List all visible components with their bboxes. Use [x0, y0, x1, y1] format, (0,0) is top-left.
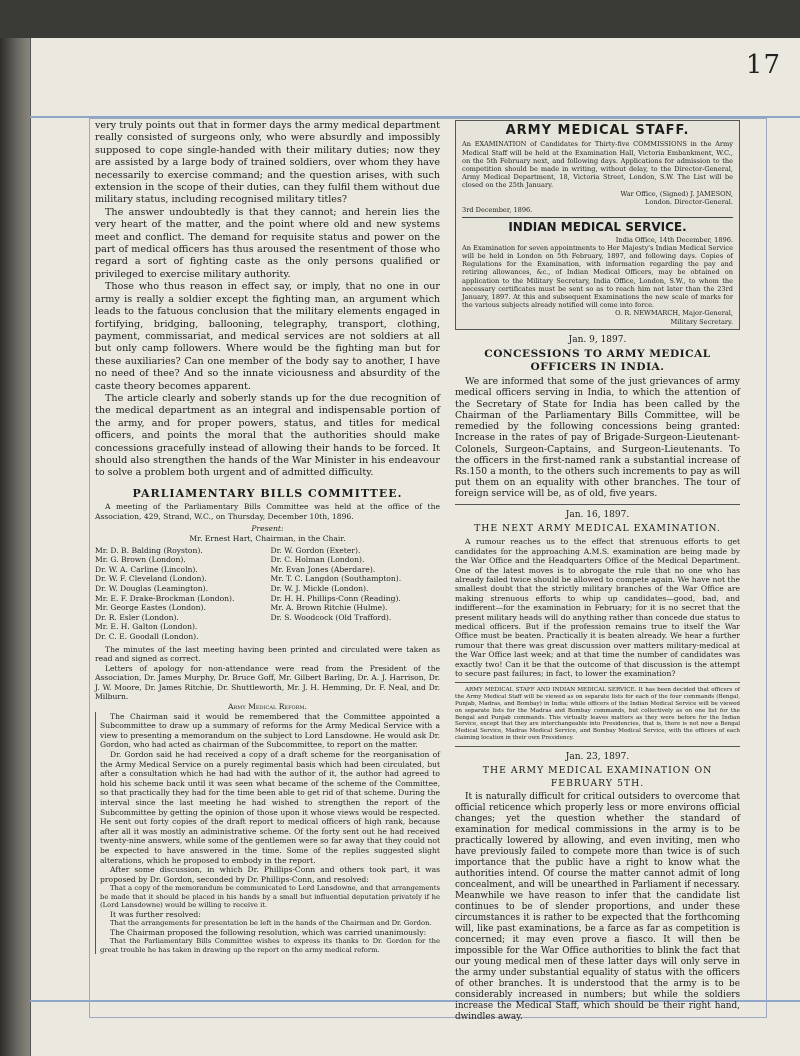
member: Mr. George Eastes (London).	[95, 603, 206, 613]
advert-signature: O. R. NEWMARCH, Major-General,	[615, 309, 733, 318]
advert-signature: Military Secretary.	[670, 317, 733, 326]
member: Mr. E. H. Galton (London).	[95, 622, 198, 632]
member: Mr. A. Brown Ritchie (Hulme).	[270, 603, 388, 613]
clipping-date: Jan. 16, 1897.	[565, 509, 630, 520]
members-list	[95, 546, 440, 642]
member	[271, 622, 441, 632]
bills-heading: PARLIAMENTARY BILLS COMMITTEE.	[132, 486, 403, 500]
book-spine	[0, 38, 30, 1056]
feb-exam-heading: THE ARMY MEDICAL EXAMINATION ON FEBRUARY 5TH.	[482, 765, 713, 789]
divider	[455, 504, 740, 505]
meeting-text: A meeting of the Parliamentary Bills Committee was held at the office of the Association, 429, Strand, W.C., on Thursday, December 10th, 1896.	[95, 502, 440, 521]
concessions-heading: CONCESSIONS TO ARMY MEDICAL OFFICERS IN INDIA.	[484, 348, 711, 374]
reform-paragraph: After some discussion, in which Dr. Phillips-Conn and others took part, it was proposed by Dr. Gordon, seconded by Dr. Phillips-Conn, and resolved:	[100, 865, 440, 884]
reform-paragraph: The Chairman said it would be remembered that the Committee appointed a Subcommittee to draw up a summary of reforms for the Army Medical Service with a view to presenting a memorandum on the subject to Lord Lansdowne. He would ask Dr. Gordon, who had acted as chairman of the Subcommittee, to report on the matter.	[100, 711, 440, 750]
staff-notice: ARMY MEDICAL STAFF AND INDIAN MEDICAL SERVICE. It has been decided that officers of the Army Medical Staff will be viewed as on separate lists for each of the four commands (Bengal, Punjab, Madras, and Bombay) in India; while officers of the Indian Medical Service will be viewed on separate lists for the Madras and Bombay commands, but collectively as on one list for the Bengal and Punjab commands. This virtually leaves matters as they were before for the Indian Service, except that they are interchangeable into Presidencies, that is, there is not now a Bengal Medical Service, Madras Medical Service, and Bombay Medical Service, with the officers of each claiming location in their own Presidency.	[455, 687, 740, 741]
resolution: That a copy of the memorandum be communicated to Lord Lansdowne, and that arrangements be made that it should be placed in his hands by a small but influential deputation privately if he (Lord Lansdowne) would be willing to receive it.	[100, 884, 440, 910]
divider	[455, 682, 740, 683]
member: Dr. W. Gordon (Exeter).	[270, 545, 361, 555]
page-number: 17	[745, 50, 781, 80]
advert-signature: War Office, (Signed) J. JAMESON,	[620, 189, 733, 198]
clipping-date: Jan. 23, 1897.	[565, 751, 630, 762]
member: Dr. H. H. Phillips-Conn (Reading).	[270, 593, 401, 603]
clipping-date: Jan. 9, 1897.	[568, 334, 627, 345]
member: Dr. C. E. Goodall (London).	[95, 631, 199, 641]
chairman-proposed: The Chairman proposed the following resolution, which was carried unanimously:	[110, 927, 427, 937]
feb-exam-text: It is naturally difficult for critical outsiders to overcome that official reticence which properly less or more environs official changes; yet the question whether the standard of examination for medical commissions in the army is to be practically lowered by allowing, and even inviting, men who have previously failed to compete more than twice is of such importance that the public have a right to know what the authorities intend. Of course the matter cannot admit of long concealment, and will be unearthed in Parliament if necessary. Meanwhile we have reason to infer that the candidate list continues to be of slender proportions, and under these circumstances it is rather to be expected that the forthcoming will, like past examinations, be a farce as far as competition is concerned; it may even prove a fiasco. It will then be impossible for the War Office authorities to blink the fact that our young medical men of these latter days will only serve in the army under substantial equality of status with the officers of other branches. It is understood that the army is to be considerably increased in numbers; but while the soldiers increase the Medical Staff, which should be their right hand, dwindles away.	[455, 792, 740, 1023]
advert-body: An EXAMINATION of Candidates for Thirty-five COMMISSIONS in the Army Medical Staff will be held at the Examination Hall, Victoria Embankment, W.C., on the 5th February next, and following days. Applications for admission to the competition should be made in writing, without delay, to the Director-General, Army Medical Department, 18, Victoria Street, London, S.W. The List will be closed on the 25th January.	[462, 140, 733, 190]
advert-date: 3rd December, 1896.	[462, 206, 533, 215]
member: Dr. R. Esler (London).	[95, 612, 179, 622]
member: Mr. Evan Jones (Aberdare).	[270, 564, 376, 574]
next-exam-heading: THE NEXT ARMY MEDICAL EXAMINATION.	[474, 522, 721, 534]
advert-office: India Office, 14th December, 1896.	[615, 235, 733, 244]
army-reform-heading: Army Medical Reform.	[228, 702, 307, 712]
member: Dr. W. Douglas (Leamington).	[95, 583, 208, 593]
intro-paragraph: The answer undoubtedly is that they cannot; and herein lies the very heart of the matter, and the point where old and new systems meet and conflict. The demand for requisite status and power on the part of medical officers has thus aroused the resentment of those who regard a sort of fighting caste as the only persons qualified or privileged to exercise military authority.	[95, 206, 440, 280]
intro-paragraph: Those who thus reason in effect say, or imply, that no one in our army is really a soldier except the fighting man, an argument which leads to the fatuous conclusion that the military elements engaged in fortifying, bridging, ballooning, telegraphy, transport, clothing, payment, commissariat, and medical services are not soldiers at all but only camp followers. Where would be the fighting man but for these auxiliaries? Can one member of the body say to another, I have no need of thee? And so the innate viciousness and absurdity of the caste theory becomes apparent.	[95, 281, 440, 392]
further-resolved: It was further resolved:	[110, 909, 201, 919]
intro-paragraph: The article clearly and soberly stands up for the due recognition of the medical department as an integral and indispensable portion of the army, and for proper powers, status, and titles for medical officers, and points the moral that the authorities should make concessions gracefully instead of allowing their hands to be forced. It should also strengthen the hands of the War Minister in his endeavour to solve a problem both urgent and of admitted difficulty.	[95, 392, 440, 479]
minutes-text: The minutes of the last meeting having been printed and circulated were taken as read and signed as correct.	[95, 644, 440, 664]
ruled-line	[30, 116, 800, 118]
member: Dr. W. A. Carline (Lincoln).	[95, 564, 198, 574]
reform-paragraph: Dr. Gordon said he had received a copy of a draft scheme for the reorganisation of the Army Medical Service on a purely regimental basis which had been circulated, but after a consultation which he had had with the author of it, the author had agreed to hold his scheme back until it was seen what became of the scheme of the Committee, so that practically they had for the time been able to get rid of that scheme. During the interval since the last meeting he had wished to strengthen the report of the Subcommittee by getting the opinion of those upon it whose views would be respected. He sent out forty copies of the draft report to medical officers of high rank, because after all it was mostly an administrative scheme. Of the forty sent out he had received twenty-nine answers, while some of the gentlemen were so far away that they could not be expected to have answered in the time. Some of the replies suggested slight alterations, which he proposed to embody in the report.	[100, 750, 440, 865]
intro-paragraph: very truly points out that in former days the army medical department really consisted of surgeons only, who were absurdly and impossibly supposed to cope single-handed with their military duties; now they are assisted by a large body of trained soldiers, over whom they have necessarily to exercise command; and the question arises, with such extension in the scope of their duties, can they fulfil them without due military status, including recognised military titles?	[95, 120, 440, 206]
advert-title: INDIAN MEDICAL SERVICE.	[462, 217, 733, 233]
member: Dr. S. Woodcock (Old Trafford).	[270, 612, 392, 622]
member: Mr. G. Brown (London).	[95, 555, 186, 565]
advert-title: ARMY MEDICAL STAFF.	[505, 123, 690, 138]
member	[271, 632, 441, 642]
present-label: Present:	[251, 524, 284, 534]
army-medical-staff-advert	[455, 120, 740, 330]
resolution: That the arrangements for presentation be left in the hands of the Chairman and Dr. Gordon.	[110, 919, 432, 928]
member: Dr. C. Holman (London).	[270, 555, 365, 565]
member: Dr. W. F. Cleveland (London).	[95, 574, 207, 584]
concessions-text: We are informed that some of the just grievances of army medical officers serving in India, to which the attention of the Secretary of State for India has been called by the Chairman of the Parliamentary Bills Committee, will be remedied by the following concessions being granted: Increase in the rates of pay of Brigade-Surgeon-Lieutenant-Colonels, Surgeon-Captains, and Surgeon-Lieutenants. To the officers in the first-named rank a substantial increase of Rs.150 a month, to the others such increments to pay as will put them on an equality with other branches. The tour of foreign service will be, as of old, five years.	[455, 376, 740, 500]
apologies-text: Letters of apology for non-attendance were read from the President of the Association, Dr. James Murphy, Dr. Bruce Goff, Mr. Gilbert Barling, Dr. A. J. Harrison, Dr. J. W. Moore, Dr. James Ritchie, Dr. Shuttleworth, Mr. J. H. Hemming, Dr. F. Neal, and Dr. Milburn.	[95, 663, 440, 702]
divider	[455, 746, 740, 747]
member: Mr. D. B. Balding (Royston).	[95, 545, 203, 555]
member: Mr. E. F. Drake-Brockman (London).	[95, 593, 235, 603]
member: Mr. T. C. Langdon (Southampton).	[270, 574, 402, 584]
resolution: That the Parliamentary Bills Committee wishes to express its thanks to Dr. Gordon for the great trouble he has taken in drawing up the report on the army medical reform.	[100, 937, 440, 954]
chair-line: Mr. Ernest Hart, Chairman, in the Chair.	[189, 533, 346, 543]
member: Dr. W. J. Mickle (London).	[270, 583, 369, 593]
left-column	[95, 120, 440, 954]
advert-signature: London. Director-General.	[645, 197, 733, 206]
advert-body: An Examination for seven appointments to Her Majesty's Indian Medical Service will be held in London on 5th February, 1897, and following days. Copies of Regulations for the Examination, with information regarding the pay and retiring allowances, &c., of Indian Medical Officers, may be obtained on application to the Military Secretary, India Office, London, S.W., to whom the necessary certificates must be sent so as to reach him not later than the 23rd January, 1897. At this and subsequent Examinations the new scale of marks for the various subjects already notified will come into force.	[462, 243, 733, 310]
next-exam-text: A rumour reaches us to the effect that strenuous efforts to get candidates for the approaching A.M.S. examination are being made by the War Office and the Headquarters Office of the Medical Department. One of the latest moves is to abrogate the rule that no one who has already failed twice should be allowed to compete again. We have not the smallest doubt that the strictly military branches of the War Office are making strenuous efforts to whip up candidates—good, bad, and indifferent—for the examination in February; for it is no secret that the present military heads will do anything rather than concede due status to medical officers. But if the profession remains true to itself the War Office must be beaten. Practically it is beaten already. We hear a further rumour that there was great discussion over matters military-medical at the War Office last week; and at that time the number of candidates was exactly two! Can it be that the outcome of that discussion is the attempt to secure past failures; in fact, to lower the examination?	[455, 537, 740, 679]
right-column	[455, 120, 740, 1023]
reform-section	[95, 712, 440, 954]
